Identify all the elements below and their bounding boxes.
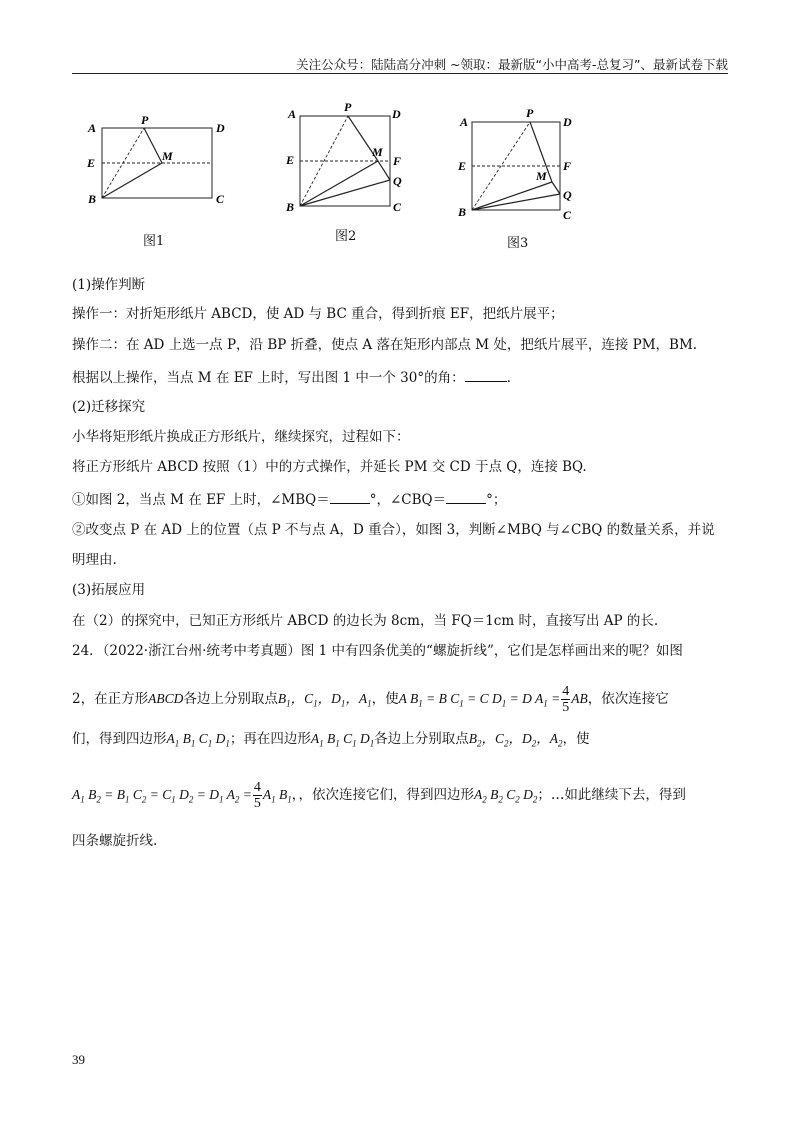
- p24-text-c: 各边上分别取点: [183, 691, 278, 707]
- fraction-4-5: $\frac{4}{5}$: [562, 684, 570, 715]
- section-2-process: 将正方形纸片 ABCD 按照（1）中的方式操作，并延长 PM 交 CD 于点 Q，连接 BQ.: [72, 459, 587, 475]
- fig1-label-A: A: [88, 121, 97, 135]
- p24-text-16b: ；…如此继续下去，得到: [537, 787, 686, 803]
- fig2-label-A: A: [288, 107, 297, 121]
- fig2-label-C: C: [393, 200, 402, 214]
- fig1-label-M: M: [162, 149, 173, 163]
- question-2-2-text: ②改变点 P 在 AD 上的位置（点 P 不与点 A，D 重合），如图 3，判断∠MBQ 与∠CBQ 的数量关系，并说: [72, 522, 715, 538]
- figure-1-diagram: [82, 112, 232, 212]
- fig3-label-M: M: [536, 169, 547, 183]
- problem-24-line-2: 2，在正方形ABCD各边上分别取点$B_1$，$C_1$，$D_1$，$A_1$，使A $B_1 = B$ $C_1 = C$ $D_1 = D$ $A_1$ = $\frac{4}{5}$ AB，依次连接它: [72, 684, 669, 715]
- p24-text-16a: ，依次连接它们，得到四边形: [298, 787, 474, 803]
- fig2-label-F: F: [393, 154, 402, 168]
- figure-2-caption: 图2: [335, 229, 357, 244]
- question-2-1-prompt-c: °；: [486, 492, 507, 508]
- question-1-end: .: [506, 370, 511, 386]
- p24-quad-1: $A_1$ $B_1$ $C_1$ $D_1$: [166, 731, 230, 749]
- figure-1: [82, 112, 232, 212]
- problem-24-line-3: [72, 730, 590, 753]
- question-2-2-text-cont: 明理由.: [72, 552, 117, 568]
- fig2-label-Q: Q: [393, 174, 402, 188]
- problem-24-intro: 24．（2022·浙江台州·统考中考真题）图 1 中有四条优美的“螺旋折线”，它们是怎样画出来的呢？如图: [72, 643, 683, 659]
- section-2-intro: 小华将矩形纸片换成正方形纸片，继续探究，过程如下：: [72, 429, 410, 445]
- fig3-label-D: D: [563, 115, 572, 129]
- section-2-title: (2)迁移探究: [72, 399, 146, 415]
- operation-1-text: 操作一：对折矩形纸片 ABCD，使 AD 与 BC 重合，得到折痕 EF，把纸片展平；: [72, 306, 564, 322]
- fig2-label-E: E: [286, 153, 295, 167]
- p24-points-1: $B_1$，$C_1$，$D_1$，$A_1$: [277, 691, 372, 709]
- section-1-title: (1)操作判断: [72, 277, 146, 293]
- question-2-1-prompt-b: °，∠CBQ＝: [369, 492, 447, 508]
- operation-2-text: 操作二：在 AD 上选一点 P，沿 BP 折叠，使点 A 落在矩形内部点 M 处，把纸片展平，连接 PM，BM.: [72, 337, 698, 353]
- p24-text-15a: 们，得到四边形: [72, 731, 167, 747]
- figure-3-caption: 图3: [507, 236, 529, 251]
- fig1-label-E: E: [87, 156, 96, 170]
- figure-1-caption: 图1: [143, 234, 165, 249]
- fig2-label-M: M: [372, 145, 383, 159]
- figure-2: [282, 98, 412, 216]
- p24-quad-1b: $A_1$ $B_1$ $C_1$ $D_1$: [310, 731, 375, 749]
- fig3-label-A: A: [460, 115, 469, 129]
- fig2-label-D: D: [392, 107, 401, 121]
- fig3-label-B: B: [458, 205, 467, 219]
- answer-blank-1[interactable]: [465, 367, 507, 382]
- section-3-question: 在（2）的探究中，已知正方形纸片 ABCD 的边长为 8cm，当 FQ＝1cm 时，直接写出 AP 的长.: [72, 613, 659, 629]
- p24-text-15b: ；再在四边形: [229, 731, 311, 747]
- problem-24-line-5: 四条螺旋折线.: [72, 833, 158, 849]
- answer-blank-cbq[interactable]: [446, 489, 486, 504]
- header-text: 关注公众号：陆陆高分冲刺 ~领取：最新版“小中高考-总复习”、最新试卷下载: [296, 57, 728, 72]
- p24-text-15c: 各边上分别取点: [374, 731, 469, 747]
- fig3-label-C: C: [563, 208, 572, 222]
- page-header: [72, 46, 728, 74]
- p24-points-2: $B_2$，$C_2$，$D_2$，$A_2$: [468, 731, 563, 749]
- fraction-4-5-b: $\frac{4}{5}$: [253, 780, 261, 811]
- fig3-label-P: P: [526, 106, 534, 120]
- question-2-1-text: [72, 489, 506, 509]
- fig3-label-F: F: [563, 159, 572, 173]
- answer-blank-mbq[interactable]: [330, 489, 370, 504]
- question-1-text: [72, 367, 511, 387]
- problem-24-line-4: $A_1$ $B_2 = B_1$ $C_2 = C_1$ $D_2 = D_1$ $A_2$ = $\frac{4}{5}$ $A_1$ $B_1$，，依次连接它们，得到四边形$A_2$ $B_2$ $C_2$ $D_2$；…如此继续下去，得到: [72, 780, 686, 811]
- question-2-1-prompt-a: ①如图 2，当点 M 在 EF 上时，∠MBQ＝: [72, 492, 330, 508]
- fig1-label-P: P: [141, 113, 149, 127]
- p24-text-15d: ，使: [562, 731, 590, 747]
- p24-equation-2: $A_1$ $B_2 = B_1$ $C_2 = C_1$ $D_2 = D_1$ $A_2$ =: [72, 787, 252, 805]
- fig1-label-B: B: [88, 192, 97, 206]
- figure-2-diagram: [282, 98, 412, 216]
- page-number: 39: [72, 1052, 85, 1067]
- fig1-label-C: C: [216, 192, 225, 206]
- question-1-prompt: 根据以上操作，当点 M 在 EF 上时，写出图 1 中一个 30°的角：: [72, 370, 465, 386]
- p24-equation-1: A $B_1 = B$ $C_1 = C$ $D_1 = D$ $A_1$ =: [398, 691, 561, 709]
- figure-3-diagram: [452, 102, 582, 224]
- fig2-label-P: P: [344, 100, 352, 114]
- p24-quad-2: $A_2$ $B_2$ $C_2$ $D_2$: [474, 787, 538, 805]
- p24-text-d: ，依次连接它: [587, 691, 669, 707]
- figure-3: [452, 102, 582, 224]
- section-3-title: (3)拓展应用: [72, 582, 146, 598]
- fig1-label-D: D: [216, 121, 225, 135]
- fig2-label-B: B: [286, 200, 295, 214]
- p24-square-name: ABCD: [148, 691, 184, 706]
- fig3-label-Q: Q: [563, 188, 572, 202]
- fig3-label-E: E: [458, 159, 467, 173]
- p24-text-a: 2，在正方形: [72, 691, 149, 707]
